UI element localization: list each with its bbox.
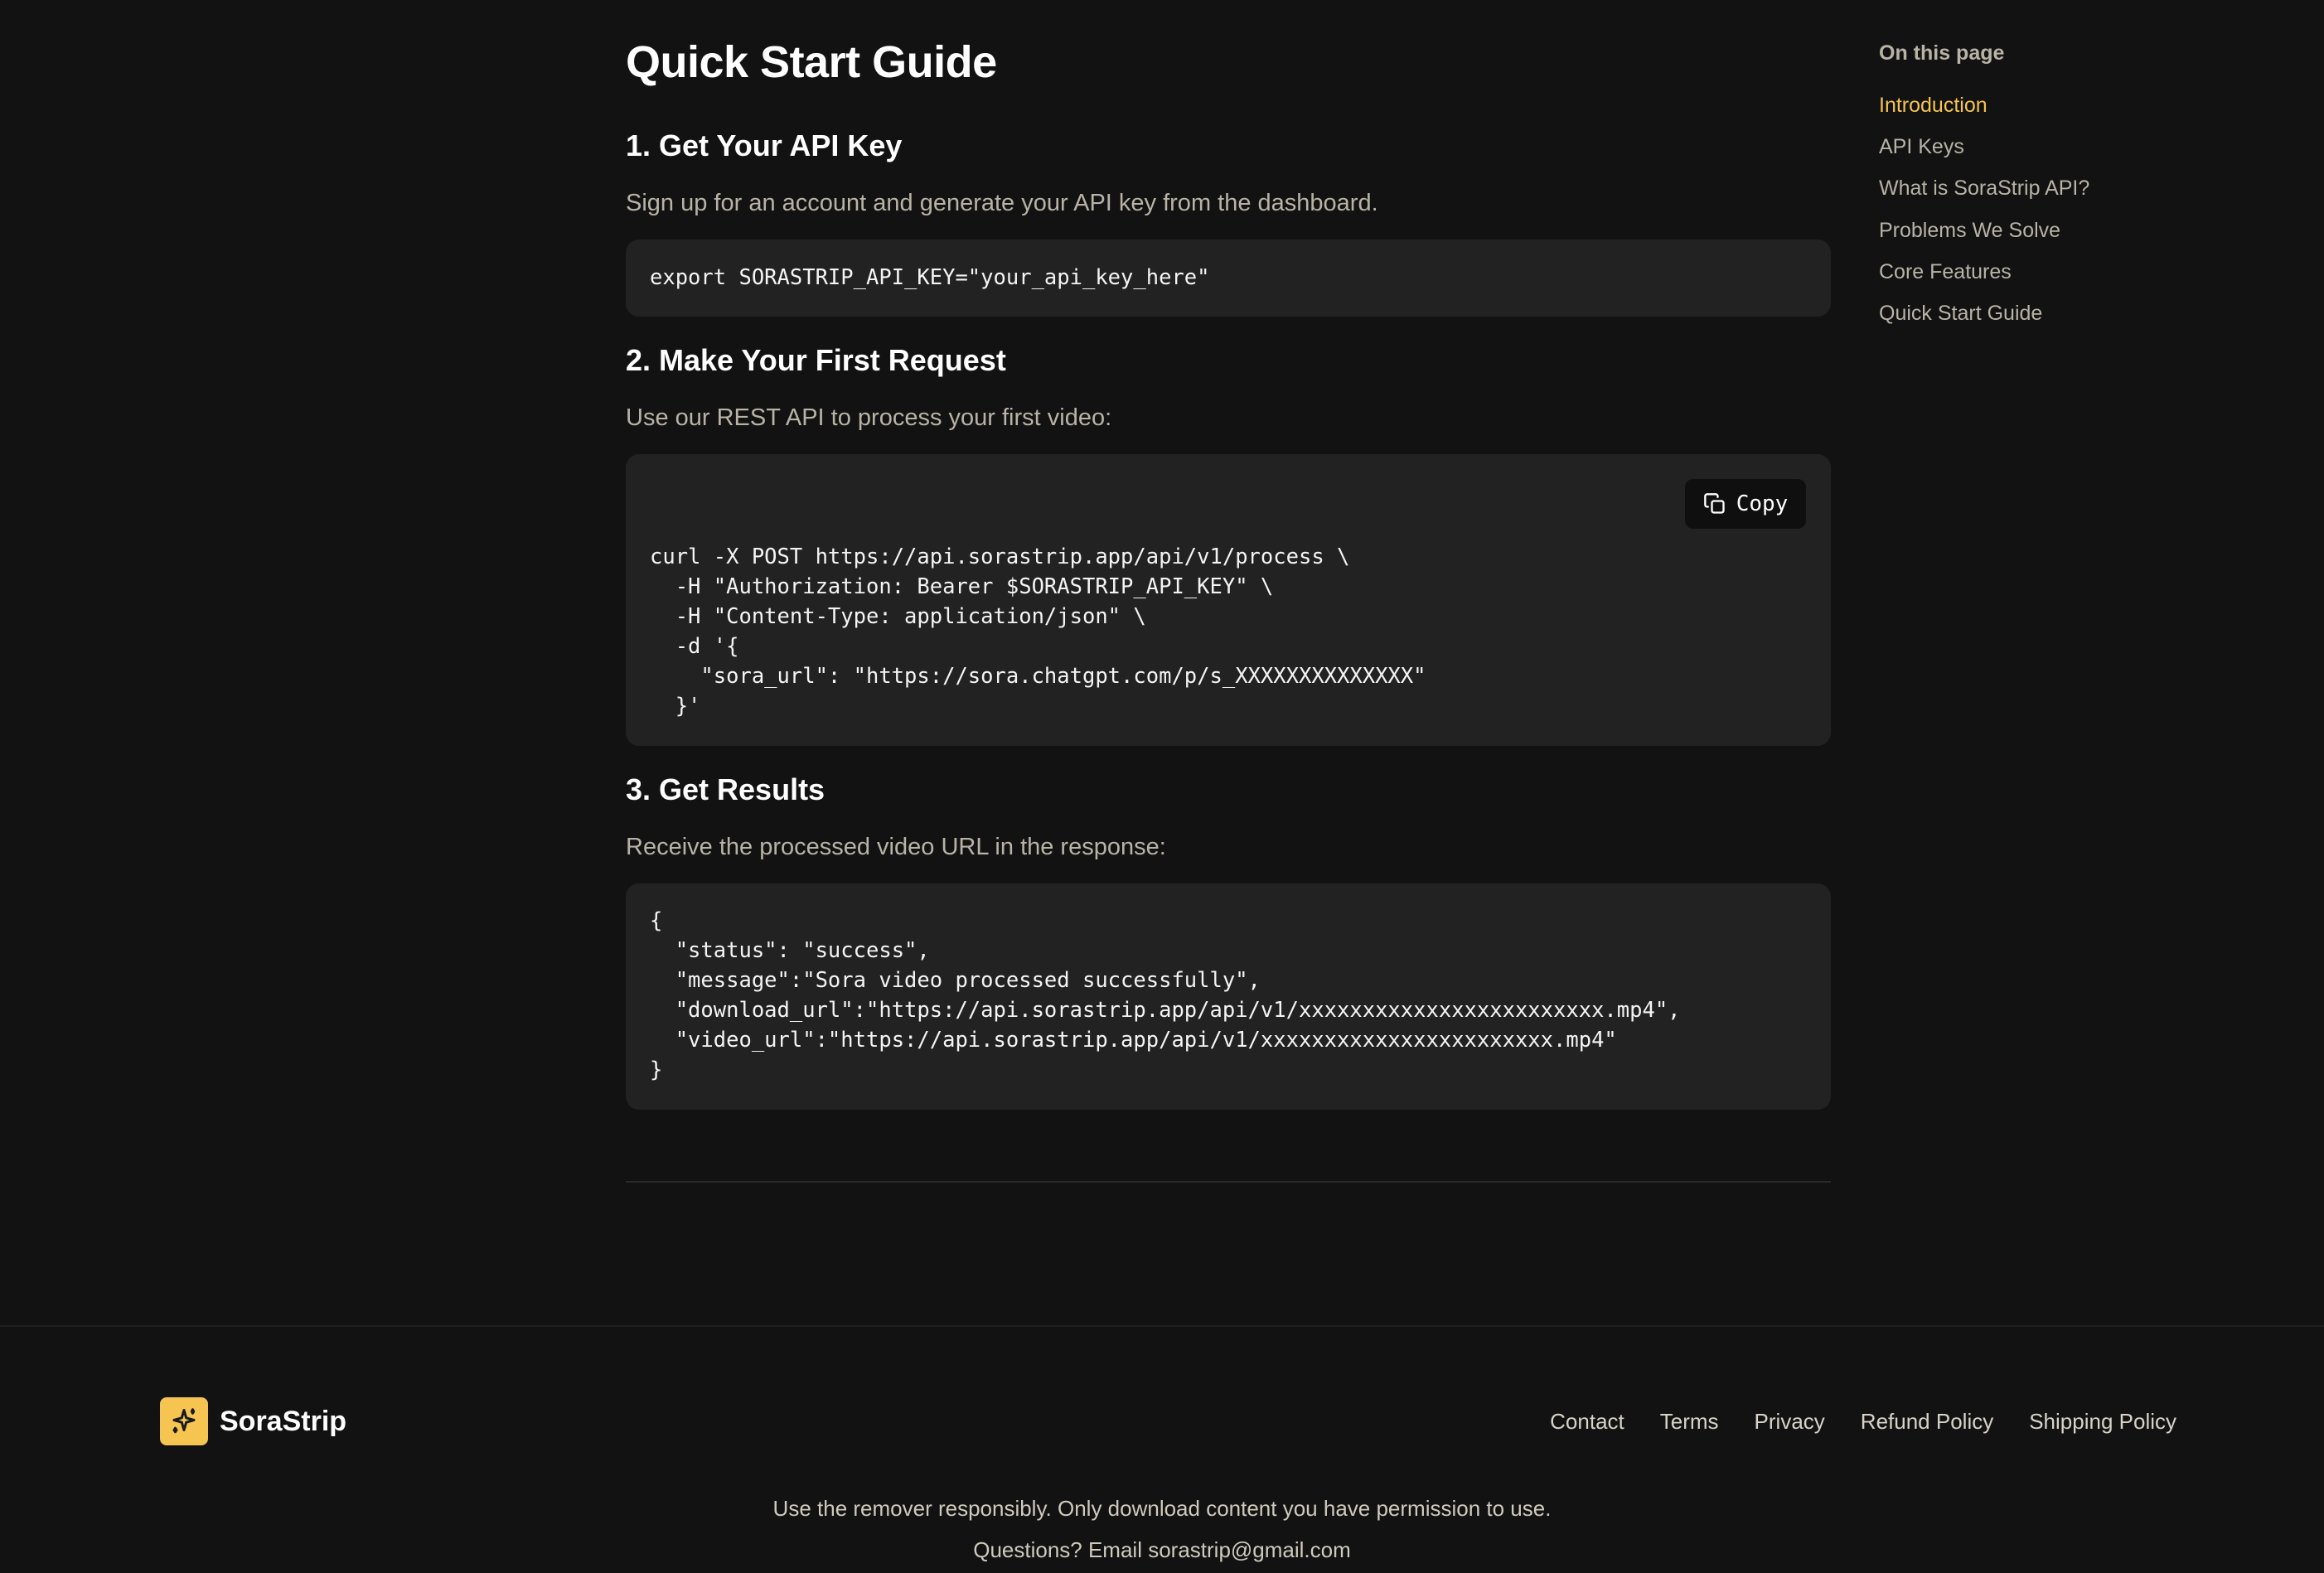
step-2-heading: 2. Make Your First Request	[626, 343, 1006, 377]
code-text[interactable]: export SORASTRIP_API_KEY="your_api_key_here"	[650, 265, 1210, 290]
toc-item-what-is-sorastrip[interactable]: What is SoraStrip API?	[1879, 177, 2090, 200]
page-title: Quick Start Guide	[626, 37, 997, 87]
footer-links	[1550, 1409, 2176, 1435]
toc-item-quick-start-guide[interactable]: Quick Start Guide	[1879, 302, 2043, 325]
footer-brand-link[interactable]	[160, 1397, 346, 1445]
footer-link-shipping-policy[interactable]: Shipping Policy	[2029, 1409, 2176, 1434]
footer-link-privacy[interactable]: Privacy	[1754, 1409, 1825, 1434]
toc-item-api-keys[interactable]: API Keys	[1879, 135, 1964, 158]
content-divider	[626, 1181, 1831, 1183]
copy-icon	[1703, 492, 1726, 515]
footer-divider	[0, 1325, 2324, 1327]
response-code-block	[626, 883, 1831, 1110]
footer-link-contact[interactable]: Contact	[1550, 1409, 1624, 1434]
logo-mark	[160, 1397, 208, 1445]
code-text[interactable]: curl -X POST https://api.sorastrip.app/api/v1/process \ -H "Authorization: Bearer $SORASTRIP_API_KEY" \ -H "Content-Type: application/json" \ -d '{ "sora_url": "https://sora.chatgpt.com/p/s_XXXXXXXXXXXXXX" }'	[650, 544, 1426, 719]
footer-link-refund-policy[interactable]: Refund Policy	[1860, 1409, 1994, 1434]
code-text[interactable]: { "status": "success", "message":"Sora video processed successfully", "download_url":"https://api.sorastrip.app/api/v1/xxxxxxxxxxxxxxxxxxxxxxxx.mp4", "video_url":"https://api.sorastrip.app/api/v1/xxxxxxxxxxxxxxxxxxxxxxx.mp4" }	[650, 908, 1681, 1082]
step-3-description: Receive the processed video URL in the response:	[626, 834, 1166, 860]
toc-item-problems-we-solve[interactable]: Problems We Solve	[1879, 219, 2061, 242]
step-1-heading: 1. Get Your API Key	[626, 128, 903, 162]
toc-title: On this page	[1879, 41, 2005, 65]
sparkle-icon	[169, 1406, 199, 1436]
footer-contact-email: Questions? Email sorastrip@gmail.com	[973, 1537, 1351, 1562]
request-code-block	[626, 454, 1831, 746]
footer-usage-notice: Use the remover responsibly. Only download content you have permission to use.	[772, 1496, 1552, 1521]
brand-name: SoraStrip	[220, 1405, 347, 1437]
api-key-code-block	[626, 240, 1831, 317]
copy-button[interactable]	[1685, 479, 1806, 529]
copy-button-label: Copy	[1736, 491, 1789, 516]
toc-item-introduction[interactable]: Introduction	[1879, 94, 1988, 117]
step-1-description: Sign up for an account and generate your API key from the dashboard.	[626, 190, 1378, 216]
step-2-description: Use our REST API to process your first video:	[626, 404, 1112, 431]
step-3-heading: 3. Get Results	[626, 772, 826, 806]
footer-link-terms[interactable]: Terms	[1659, 1409, 1719, 1434]
toc-item-core-features[interactable]: Core Features	[1879, 260, 2012, 283]
